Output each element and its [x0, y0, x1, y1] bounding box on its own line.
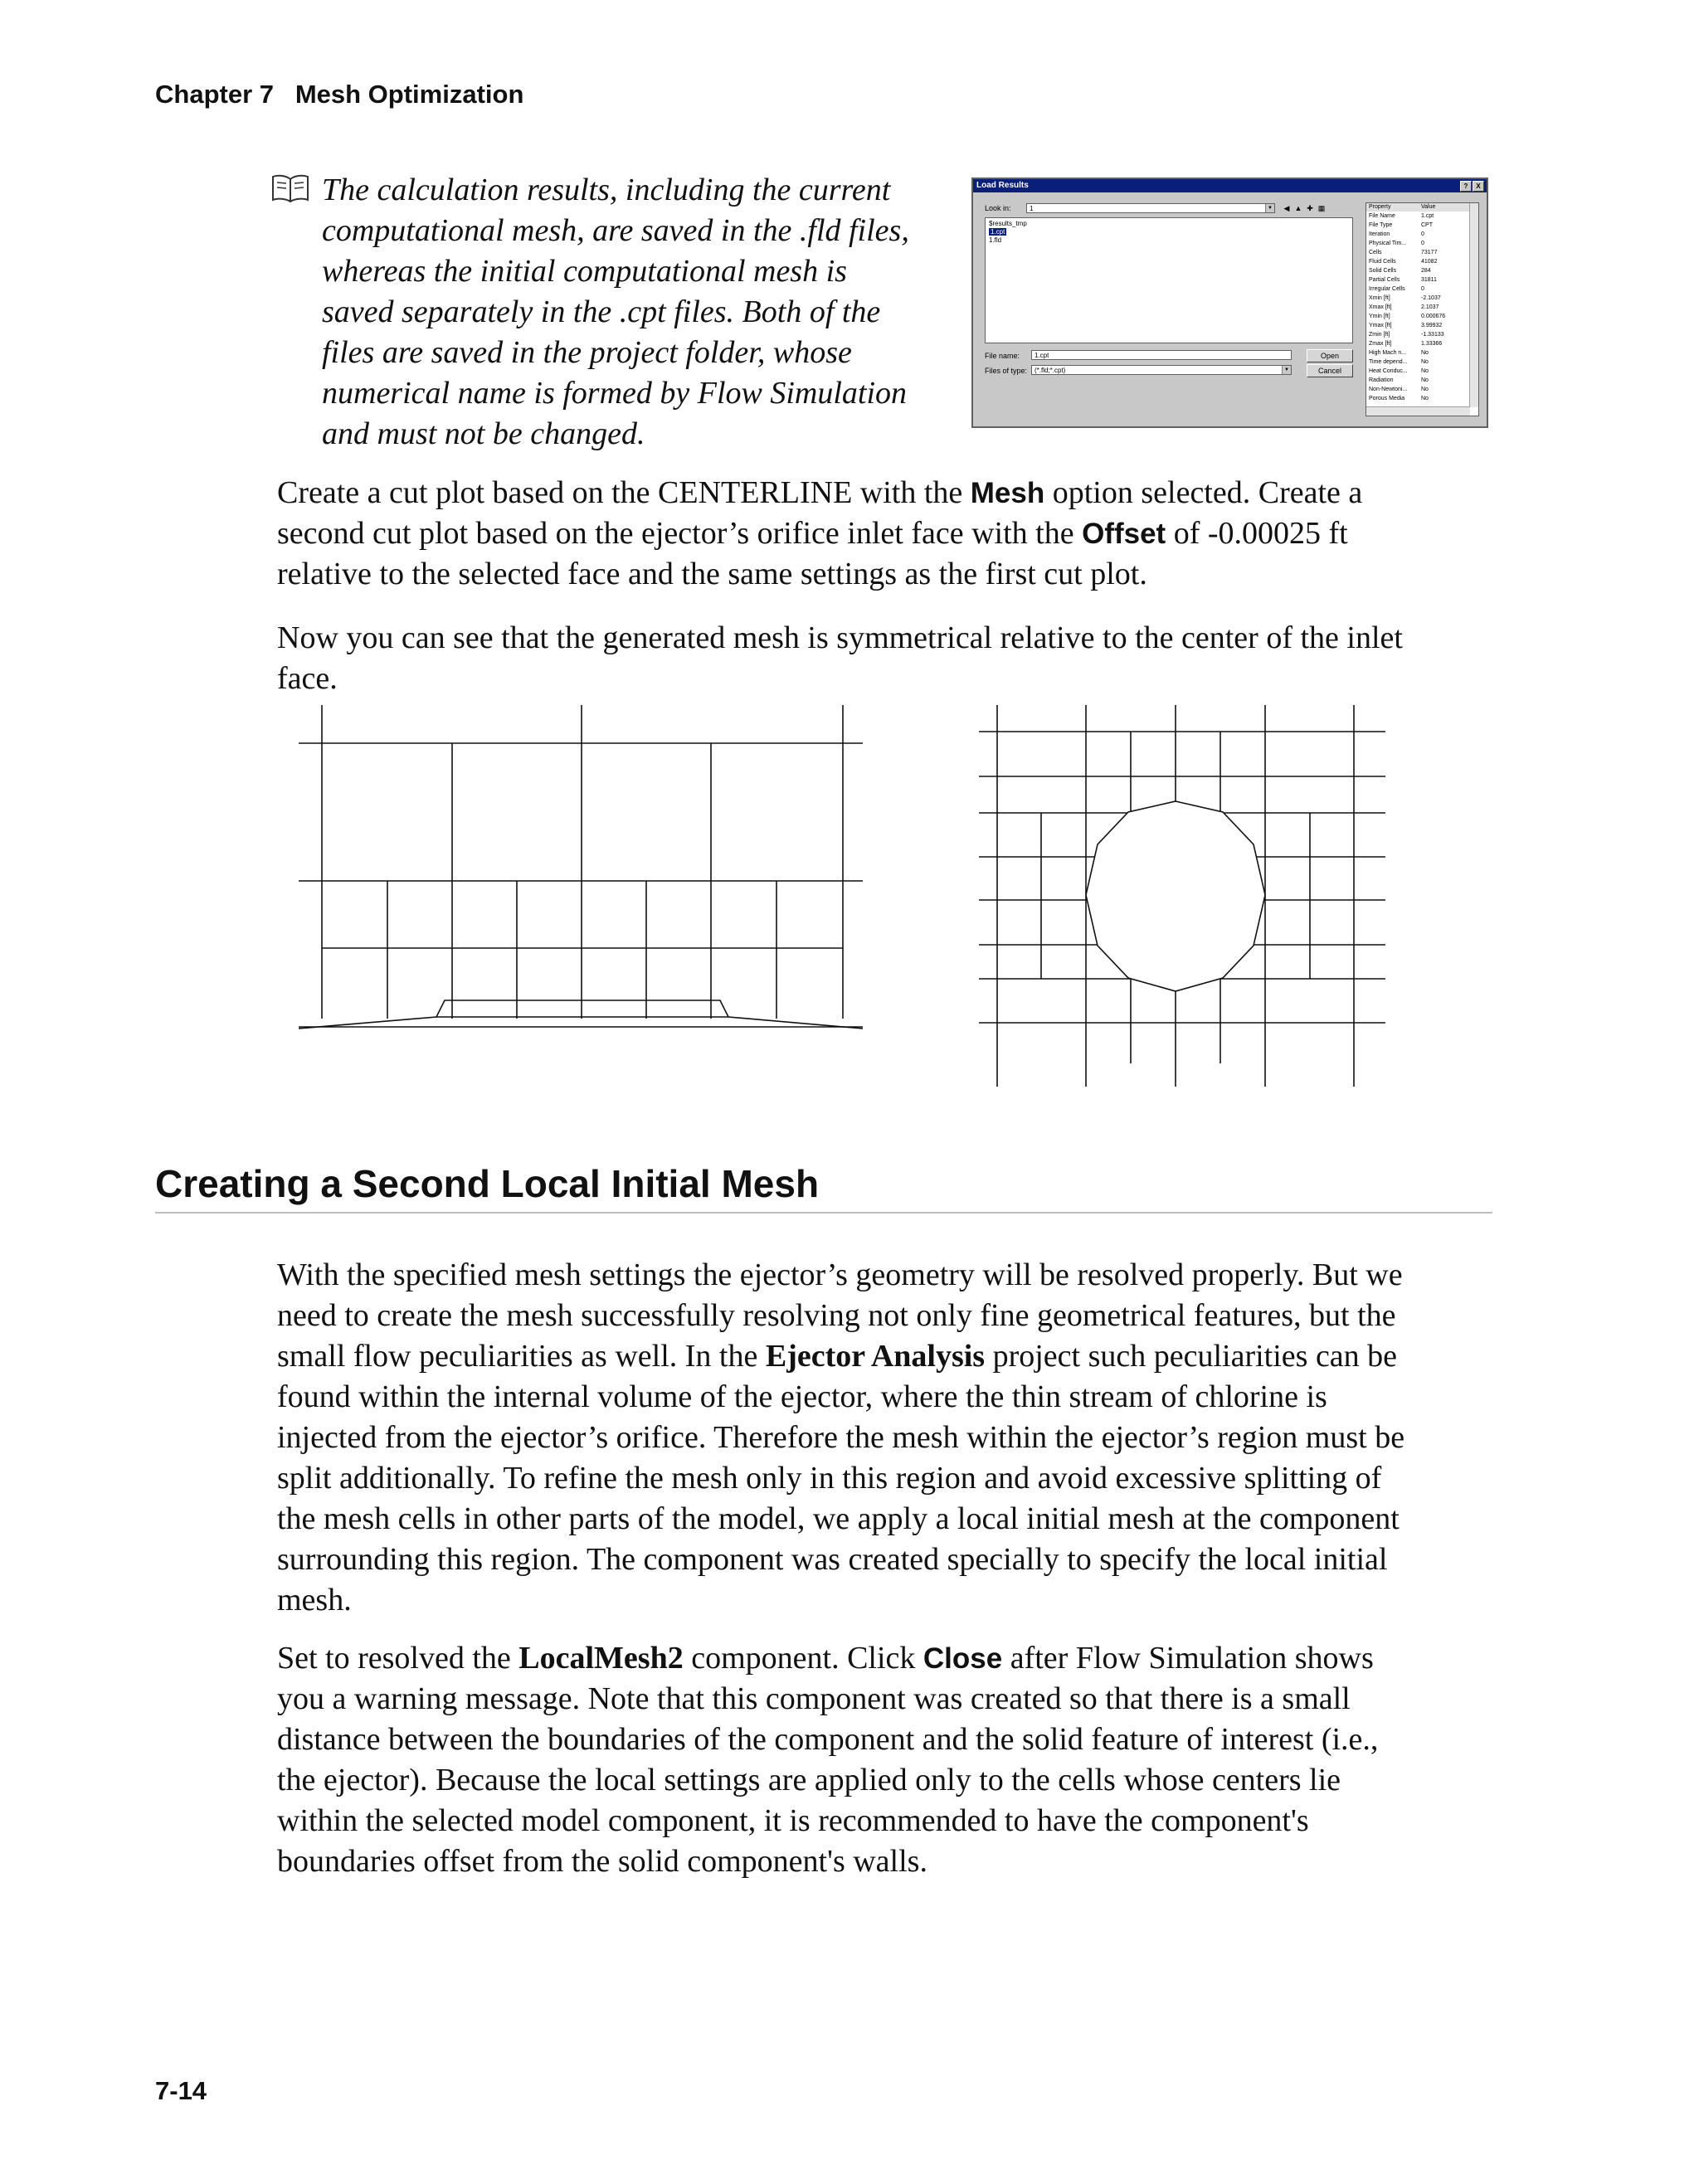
note-line: computational mesh, are saved in the .fld files,: [322, 213, 909, 248]
property-value: 1.33366: [1421, 341, 1443, 347]
property-name: Zmin [ft]: [1369, 332, 1390, 338]
component-name-term: LocalMesh2: [518, 1641, 684, 1676]
property-name: Time depend...: [1369, 359, 1408, 365]
note-line: The calculation results, including the current: [322, 173, 891, 207]
property-name: Ymin [ft]: [1369, 314, 1390, 319]
property-name: File Type: [1369, 222, 1393, 228]
property-value: No: [1421, 387, 1429, 392]
chevron-down-icon[interactable]: ▼: [1265, 204, 1274, 212]
file-item-folder[interactable]: $results_tmp: [989, 220, 1027, 227]
note-line: files are saved in the project folder, whose: [322, 335, 852, 370]
text-line: [277, 513, 1497, 554]
text-line: the mesh cells in other parts of the model, we apply a local initial mesh at the component: [277, 1501, 1400, 1536]
offset-term: Offset: [1082, 518, 1166, 550]
property-name: Partial Cells: [1369, 277, 1400, 283]
text-run: small flow peculiarities as well. In the: [277, 1339, 766, 1374]
file-item-selected[interactable]: 1.cpt: [991, 228, 1005, 236]
text-line: injected from the ejector’s orifice. Therefore the mesh within the ejector’s region must be: [277, 1420, 1405, 1455]
property-name: Physical Tim...: [1369, 241, 1407, 246]
dialog-title: Load Results: [973, 179, 1487, 192]
property-name: File Name: [1369, 213, 1395, 219]
note-line: saved separately in the .cpt files. Both of the: [322, 294, 881, 329]
property-value: 284: [1421, 268, 1431, 274]
note-block: [275, 170, 956, 455]
text-run: component. Click: [683, 1641, 923, 1676]
text-run: Create a cut plot based on the CENTERLINE with the: [277, 475, 971, 510]
property-value: No: [1421, 396, 1429, 401]
property-value: CPT: [1421, 222, 1433, 228]
text-line: mesh.: [277, 1583, 352, 1617]
property-name: Fluid Cells: [1369, 259, 1396, 265]
property-value: 0.000676: [1421, 314, 1446, 319]
help-button[interactable]: ?: [1460, 181, 1472, 192]
property-name: Solid Cells: [1369, 268, 1397, 274]
property-value: 41082: [1421, 259, 1438, 265]
property-value: 0: [1421, 231, 1424, 237]
file-name-label: File name:: [985, 352, 1020, 360]
text-line: you a warning message. Note that this component was created so that there is a small: [277, 1681, 1351, 1716]
note-line: numerical name is formed by Flow Simulation: [322, 376, 908, 411]
text-line: boundaries offset from the solid component's walls.: [277, 1844, 927, 1879]
property-value: 31811: [1421, 277, 1437, 283]
chevron-down-icon[interactable]: ▼: [1282, 366, 1291, 374]
property-value: 0: [1421, 286, 1424, 292]
look-in-label: Look in:: [985, 204, 1011, 212]
note-line: and must not be changed.: [322, 416, 645, 451]
close-button-term: Close: [923, 1642, 1003, 1675]
property-value: -2.1037: [1421, 295, 1441, 301]
view-menu-icon[interactable]: ▦: [1317, 204, 1326, 212]
paragraph-local-mesh: [277, 1255, 1497, 1621]
text-run: of -0.00025 ft: [1166, 516, 1348, 551]
property-value: 3.99932: [1421, 323, 1443, 328]
text-line: within the selected model component, it is recommended to have the component's: [277, 1803, 1309, 1838]
property-name: Xmax [ft]: [1369, 304, 1392, 310]
cancel-button[interactable]: Cancel: [1307, 364, 1353, 377]
property-name: Heat Conduc...: [1369, 368, 1408, 374]
note-line: whereas the initial computational mesh is: [322, 254, 847, 289]
text-line: [277, 1638, 1497, 1679]
note-text: [322, 170, 956, 455]
text-line: Now you can see that the generated mesh is symmetrical relative to the center of the inlet: [277, 620, 1403, 655]
load-results-dialog: [971, 178, 1488, 428]
property-value: 2.1037: [1421, 304, 1439, 310]
property-value: -1.33133: [1421, 332, 1444, 338]
look-in-dropdown[interactable]: [1026, 203, 1275, 213]
text-run: Set to resolved the: [277, 1641, 519, 1676]
paragraph-symmetry: [277, 618, 1497, 699]
text-run: second cut plot based on the ejector’s orifice inlet face with the: [277, 516, 1083, 551]
file-type-label: Files of type:: [985, 367, 1028, 375]
orifice-outline: [299, 1000, 863, 1029]
running-head: Chapter 7 Mesh Optimization: [155, 80, 524, 109]
text-run: option selected. Create a: [1044, 475, 1363, 510]
text-run: after Flow Simulation shows: [1002, 1641, 1374, 1676]
text-line: [277, 473, 1497, 513]
text-line: relative to the selected face and the same settings as the first cut plot.: [277, 557, 1147, 591]
property-name: Zmax [ft]: [1369, 341, 1392, 347]
mesh-option-term: Mesh: [970, 477, 1045, 509]
file-item[interactable]: 1.fld: [989, 236, 1002, 244]
text-line: the ejector). Because the local settings are applied only to the cells whose centers lie: [277, 1763, 1341, 1797]
project-name-term: Ejector Analysis: [765, 1339, 986, 1374]
horizontal-scrollbar[interactable]: [1366, 406, 1470, 416]
new-folder-icon[interactable]: ✚: [1307, 204, 1313, 212]
property-value: 73177: [1421, 250, 1438, 255]
properties-table: [1366, 202, 1479, 416]
text-line: face.: [277, 661, 338, 696]
file-type-dropdown[interactable]: [1031, 365, 1292, 375]
section-divider: [155, 1212, 1492, 1214]
look-in-value: 1: [1030, 205, 1034, 212]
book-icon: [270, 173, 310, 204]
text-line: surrounding this region. The component was created specially to specify the local initial: [277, 1542, 1388, 1577]
text-run: project such peculiarities can be: [985, 1339, 1398, 1374]
file-type-value: (*.fld;*.cpt): [1034, 367, 1066, 374]
open-button[interactable]: Open: [1307, 349, 1353, 362]
property-value: No: [1421, 368, 1429, 374]
file-list[interactable]: [985, 217, 1353, 343]
property-name: Iteration: [1369, 231, 1390, 237]
property-name: Irregular Cells: [1369, 286, 1405, 292]
file-name-input[interactable]: 1.cpt: [1031, 350, 1292, 360]
property-value: 0: [1421, 241, 1424, 246]
value-header: Value: [1421, 204, 1436, 210]
property-name: Ymax [ft]: [1369, 323, 1392, 328]
section-heading: Creating a Second Local Initial Mesh: [155, 1162, 820, 1205]
text-line: found within the internal volume of the ejector, where the thin stream of chlorine is: [277, 1379, 1327, 1414]
property-name: Cells: [1369, 250, 1382, 255]
close-button[interactable]: X: [1473, 181, 1484, 192]
property-name: High Mach n...: [1369, 350, 1407, 356]
text-line: split additionally. To refine the mesh only in this region and avoid excessive splitting of: [277, 1461, 1382, 1496]
property-value: No: [1421, 377, 1429, 383]
text-line: [277, 1336, 1497, 1377]
up-folder-icon[interactable]: ▲: [1294, 204, 1302, 212]
text-line: distance between the boundaries of the component and the solid feature of interest (i.e.,: [277, 1722, 1379, 1757]
back-icon[interactable]: ◀: [1283, 204, 1290, 212]
text-line: need to create the mesh successfully resolving not only fine geometrical features, but the: [277, 1298, 1396, 1333]
property-value: No: [1421, 359, 1429, 365]
page-number: 7-14: [155, 2076, 207, 2105]
property-name: Xmin [ft]: [1369, 295, 1390, 301]
vertical-scrollbar[interactable]: [1469, 203, 1478, 407]
property-name: Porous Media: [1369, 396, 1405, 401]
property-name: Non-Newtoni...: [1369, 387, 1408, 392]
orifice-circle: [1086, 801, 1265, 991]
paragraph-localmesh2: [277, 1638, 1497, 1882]
text-line: With the specified mesh settings the ejector’s geometry will be resolved properly. But we: [277, 1257, 1403, 1292]
mesh-side-view-figure: [299, 705, 867, 1037]
table-header: [1366, 203, 1470, 212]
paragraph-cut-plot: [277, 473, 1497, 595]
property-value: No: [1421, 350, 1429, 356]
property-value: 1.cpt: [1421, 213, 1434, 219]
property-name: Radiation: [1369, 377, 1394, 383]
property-header: Property: [1369, 204, 1391, 210]
mesh-inlet-face-figure: [979, 705, 1394, 1091]
